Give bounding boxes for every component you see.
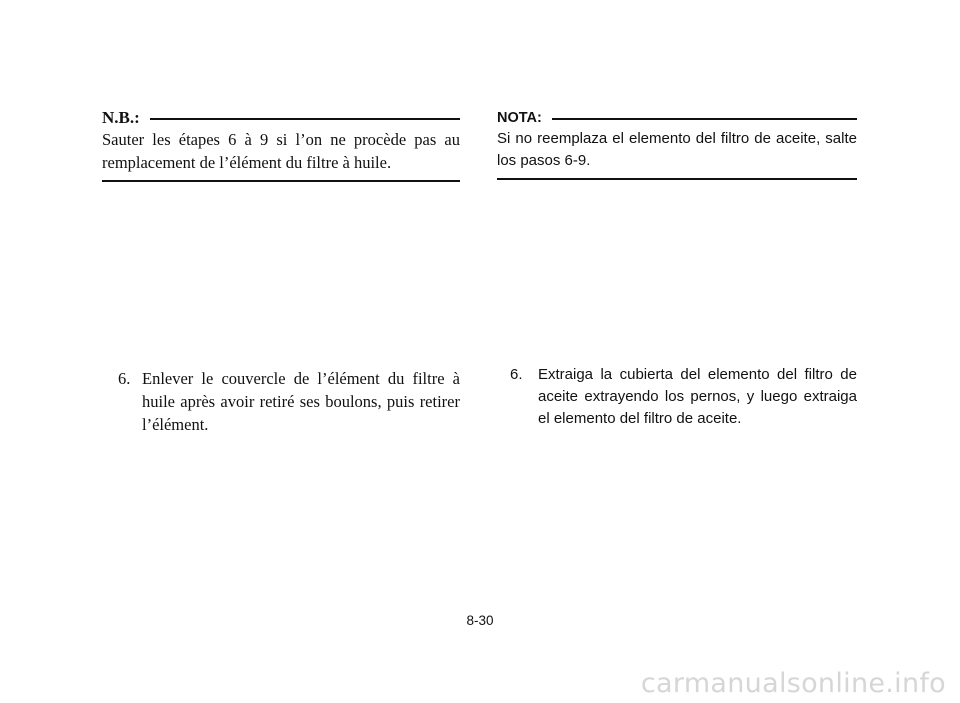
note-bottom-rule (497, 178, 857, 180)
watermark: carmanualsonline.info (640, 668, 946, 699)
step-6-spanish (510, 364, 857, 430)
step-number: 6. (510, 366, 523, 383)
note-bottom-rule (102, 180, 460, 182)
note-block-french (102, 108, 460, 182)
step-text: Enlever le couvercle de l’élément du filtre à huile après avoir retiré ses boulons, puis retirer l’élément. (142, 369, 460, 434)
page-number: 8-30 (466, 613, 494, 628)
step-6-french (118, 367, 460, 436)
note-header (497, 108, 857, 128)
note-label: NOTA: (497, 110, 542, 126)
note-label: N.B.: (102, 108, 140, 127)
note-header-rule (552, 118, 857, 120)
step-text: Extraiga la cubierta del elemento del filtro de aceite extrayendo los pernos, y luego extraiga el elemento del filtro de aceite. (538, 366, 857, 427)
step-number: 6. (118, 369, 131, 388)
note-header (102, 108, 460, 128)
note-body: Sauter les étapes 6 à 9 si l’on ne procède pas au remplacement de l’élément du filtre à huile. (102, 130, 460, 172)
note-block-spanish (497, 108, 857, 180)
note-header-rule (150, 118, 460, 120)
note-body: Si no reemplaza el elemento del filtro de aceite, salte los pasos 6-9. (497, 130, 857, 169)
